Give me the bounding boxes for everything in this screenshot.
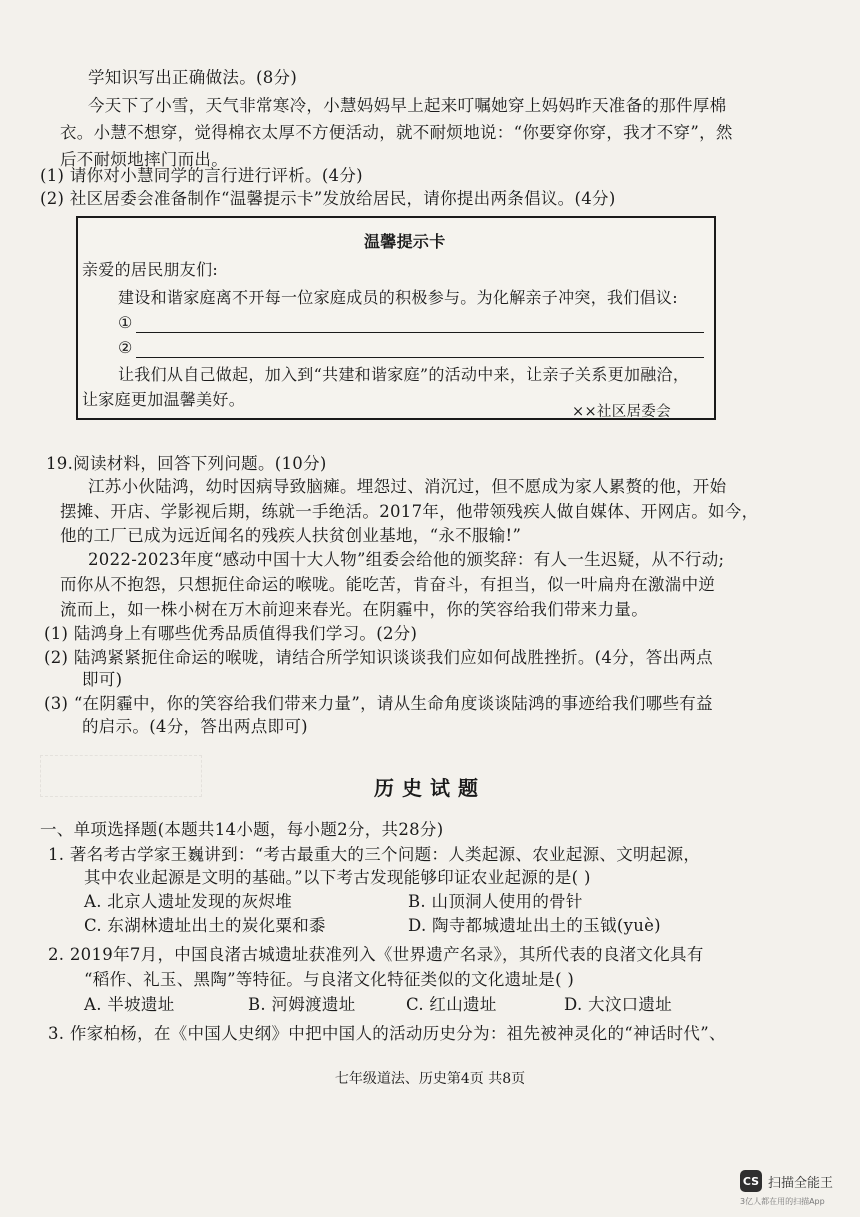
history-q1-option-d[interactable]: D. 陶寺都城遗址出土的玉钺(yuè) xyxy=(408,916,661,935)
history-q2-line1: 2. 2019年7月，中国良渚古城遗址获准列入《世界遗产名录》，其所代表的良渚文化具有 xyxy=(48,945,704,964)
history-q2-option-a[interactable]: A. 半坡遗址 xyxy=(84,995,175,1014)
q18-story-line-1: 今天下了小雪，天气非常寒冷，小慧妈妈早上起来叮嘱她穿上妈妈昨天准备的那件厚棉 xyxy=(88,96,727,115)
history-q2-line2: “稻作、礼玉、黑陶”等特征。与良渚文化特征类似的文化遗址是( ) xyxy=(84,970,575,989)
history-q1-option-c[interactable]: C. 东湖林遗址出土的炭化粟和黍 xyxy=(84,916,326,935)
history-q1-line2: 其中农业起源是文明的基础。”以下考古发现能够印证农业起源的是( ) xyxy=(84,868,591,887)
card-closing-1: 让我们从自己做起，加入到“共建和谐家庭”的活动中来，让亲子关系更加融洽， xyxy=(118,365,690,384)
history-q3-line1: 3. 作家柏杨，在《中国人史纲》中把中国人的活动历史分为：祖先被神灵化的“神话时代”、 xyxy=(48,1024,726,1043)
q19-para2-line1: 2022-2023年度“感动中国十大人物”组委会给他的颁奖辞：有人一生迟疑，从不行动; xyxy=(88,550,725,569)
q19-subquestion-3: (3) “在阴霾中，你的笑容给我们带来力量”，请从生命角度谈谈陆鸿的事迹给我们哪些有益 xyxy=(44,694,713,713)
q18-story-line-2: 衣。小慧不想穿，觉得棉衣太厚不方便活动，就不耐烦地说：“你要穿你穿，我才不穿”，然 xyxy=(60,123,733,142)
q19-para2-line3: 流而上，如一株小树在万木前迎来春光。在阴霾中，你的笑容给我们带来力量。 xyxy=(60,600,648,619)
q19-para1-line3: 他的工厂已成为远近闻名的残疾人扶贫创业基地，“永不服输!” xyxy=(60,526,522,545)
card-marker-1: ① xyxy=(118,313,133,332)
q19-para2-line2: 而你从不抱怨，只想扼住命运的喉咙。能吃苦，肯奋斗，有担当，似一叶扁舟在激湍中逆 xyxy=(60,575,716,594)
scanner-app-name: 扫描全能王 xyxy=(768,1175,834,1191)
card-signature: ××社区居委会 xyxy=(572,404,671,420)
q18-story-line-3: 后不耐烦地摔门而出。 xyxy=(60,150,228,169)
q19-subquestion-1: (1) 陆鸿身上有哪些优秀品质值得我们学习。(2分) xyxy=(44,624,418,643)
history-q1-option-b[interactable]: B. 山顶洞人使用的骨针 xyxy=(408,892,583,911)
q19-subquestion-2-cont: 即可) xyxy=(82,670,123,689)
card-title: 温馨提示卡 xyxy=(364,232,446,251)
q18-subquestion-1: (1) 请你对小慧同学的言行进行评析。(4分) xyxy=(40,166,363,185)
q19-subquestion-3-cont: 的启示。(4分，答出两点即可) xyxy=(82,717,308,736)
card-greeting: 亲爱的居民朋友们: xyxy=(82,260,219,279)
q19-para1-line1: 江苏小伙陆鸿，幼时因病导致脑瘫。埋怨过、消沉过，但不愿成为家人累赘的他，开始 xyxy=(88,477,727,496)
history-q1-line1: 1. 著名考古学家王巍讲到：“考古最重大的三个问题：人类起源、农业起源、文明起源， xyxy=(48,845,701,864)
q19-stem: 19.阅读材料，回答下列问题。(10分) xyxy=(46,454,327,473)
q18-intro: 学知识写出正确做法。(8分) xyxy=(88,68,298,87)
reminder-card xyxy=(76,216,716,420)
history-section-title: 历史试题 xyxy=(374,776,486,800)
history-q2-option-b[interactable]: B. 河姆渡遗址 xyxy=(248,995,356,1014)
scanner-watermark xyxy=(740,1170,833,1192)
q19-subquestion-2: (2) 陆鸿紧紧扼住命运的喉咙，请结合所学知识谈谈我们应如何战胜挫折。(4分，答出两点 xyxy=(44,648,713,667)
q19-para1-line2: 摆摊、开店、学影视后期，练就一手绝活。2017年，他带领残疾人做自媒体、开网店。如今， xyxy=(60,502,759,521)
page-footer: 七年级道法、历史第4页 共8页 xyxy=(334,1071,526,1087)
answer-blank-1[interactable] xyxy=(136,332,704,333)
history-q1-option-a[interactable]: A. 北京人遗址发现的灰烬堆 xyxy=(84,892,293,911)
history-q2-option-d[interactable]: D. 大汶口遗址 xyxy=(564,995,673,1014)
card-marker-2: ② xyxy=(118,338,133,357)
scanner-tagline: 3亿人都在用的扫描App xyxy=(740,1197,825,1206)
answer-blank-2[interactable] xyxy=(136,357,704,358)
camscanner-logo-icon: CS xyxy=(740,1170,762,1192)
q18-subquestion-2: (2) 社区居委会准备制作“温馨提示卡”发放给居民，请你提出两条倡议。(4分) xyxy=(40,189,616,208)
history-q2-option-c[interactable]: C. 红山遗址 xyxy=(406,995,497,1014)
card-closing-2: 让家庭更加温馨美好。 xyxy=(82,390,246,409)
choice-section-header: 一、单项选择题(本题共14小题，每小题2分，共28分) xyxy=(40,820,444,839)
card-intro: 建设和谐家庭离不开每一位家庭成员的积极参与。为化解亲子冲突，我们倡议: xyxy=(118,288,678,307)
